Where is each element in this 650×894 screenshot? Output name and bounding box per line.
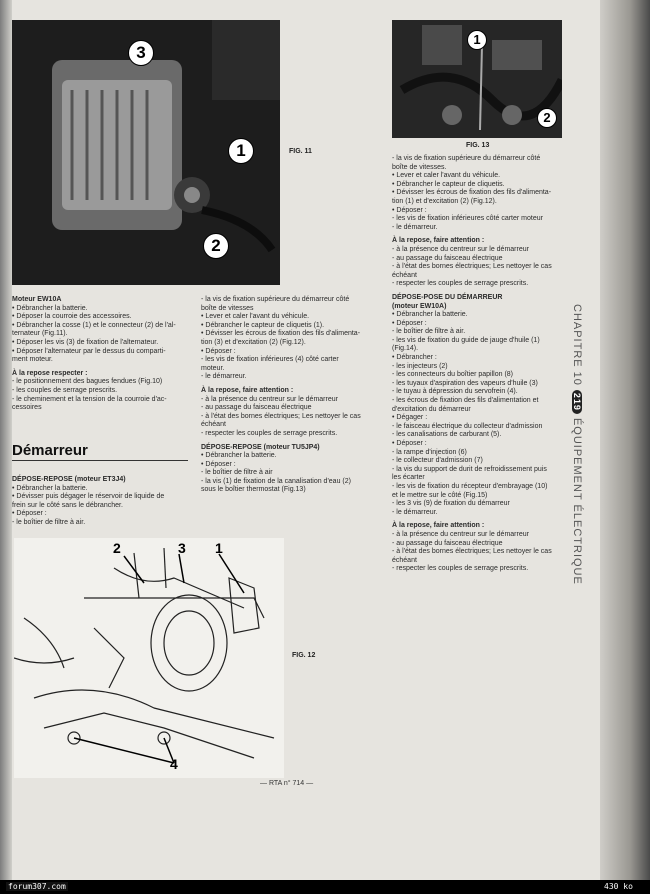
text-line: - à la présence du centreur sur le démarreur — [392, 245, 529, 253]
text-line: Moteur EW10A — [12, 296, 62, 303]
fig12-callout-2: 2 — [113, 540, 121, 556]
text-line: tion (1) et d'excitation (2) (Fig.12). — [392, 197, 497, 205]
text-line: - les canalisations de carburant (5). — [392, 431, 502, 439]
text-line: - les écrous de fixation des fils d'alimentation et — [392, 397, 539, 405]
text-line: - les tuyaux d'aspiration des vapeurs d'huile (3) — [392, 379, 538, 387]
text-line: moteur. — [201, 364, 225, 372]
text-line: (Fig.14). — [392, 345, 419, 353]
text-line: • Déposer les vis (3) de fixation de l'alternateur. — [12, 338, 159, 346]
text-line: tion (3) et d'excitation (2) (Fig.12). — [201, 338, 306, 346]
fig13-caption: FIG. 13 — [466, 142, 490, 149]
text-line: • Débrancher : — [392, 354, 437, 362]
fig12-caption: FIG. 12 — [292, 652, 316, 659]
text-line: - les 3 vis (9) de fixation du démarreur — [392, 500, 510, 508]
text-line: sous le boîtier thermostat (Fig.13) — [201, 486, 306, 494]
text-line: - au passage du faisceau électrique — [392, 254, 503, 262]
text-line: boîte de vitesses — [201, 304, 254, 312]
text-line: • Débrancher la batterie. — [201, 452, 277, 460]
text-line: • Débrancher la cosse (1) et le connecteur (2) de l'al- — [12, 321, 176, 329]
text-line: - respecter les couples de serrage prescrits. — [392, 565, 529, 573]
page-gutter — [0, 0, 12, 880]
fig12-callout-4: 4 — [170, 756, 178, 772]
text-line: • Dévisser puis dégager le réservoir de liquide de — [12, 493, 165, 501]
text-line: - la vis du support de durit de refroidissement puis — [392, 465, 547, 473]
bottom-bar — [0, 880, 650, 894]
fig13-callout-2: 2 — [537, 108, 557, 128]
text-line: les écarter — [392, 474, 425, 482]
text-line: - la vis de fixation supérieure du démarreur côté — [201, 296, 350, 303]
text-line: - à la présence du centreur sur le démarreur — [201, 395, 338, 403]
text-line: - le collecteur d'admission (7) — [392, 457, 483, 465]
fig12-callout-1: 1 — [215, 540, 223, 556]
text-line: - le faisceau électrique du collecteur d'admission — [392, 422, 543, 430]
text-line: - les couples de serrage prescrits. — [12, 386, 118, 394]
text-line: échéant — [392, 271, 417, 279]
text-line: DÉPOSE-REPOSE (moteur ET3J4) — [12, 476, 126, 483]
fig12-drawing — [14, 538, 284, 778]
text-line: - le démarreur. — [392, 508, 438, 516]
text-line: DÉPOSE-POSE DU DÉMARREUR — [392, 293, 503, 301]
text-line: - la vis (1) de fixation de la canalisation d'eau (2) — [201, 477, 351, 485]
text-line: • Dévisser les écrous de fixation des fils d'alimenta- — [201, 330, 361, 338]
text-line: - le démarreur. — [201, 373, 247, 381]
text-line: • Débrancher la batterie. — [12, 304, 88, 312]
text-line: - le cheminement et la tension de la courroie d'ac- — [12, 395, 167, 403]
text-line: - les vis de fixation du guide de jauge d'huile (1) — [392, 336, 540, 344]
col2-text — [201, 296, 383, 495]
fig11-caption: FIG. 11 — [289, 148, 312, 155]
text-line: cessoires — [12, 404, 42, 412]
text-line: boîte de vitesses. — [392, 163, 447, 171]
col3-text — [392, 155, 572, 574]
text-line: • Dévisser les écrous de fixation des fils d'alimenta- — [392, 189, 552, 197]
page-edge-shadow — [600, 0, 650, 880]
text-line: - à l'état des bornes électriques; Les nettoyer le cas — [392, 263, 552, 271]
text-line: • Déposer : — [392, 206, 427, 214]
text-line: • Débrancher la batterie. — [12, 484, 88, 492]
text-line: DÉPOSE-REPOSE (moteur TU5JP4) — [201, 443, 320, 451]
text-line: - le positionnement des bagues fendues (Fig.10) — [12, 378, 163, 386]
text-line: ternateur (Fig.11). — [12, 330, 68, 338]
text-line: • Déposer : — [12, 510, 47, 518]
text-line: À la repose, faire attention : — [392, 237, 485, 245]
text-line: - les connecteurs du boîtier papillon (8) — [392, 371, 514, 379]
watermark-left: forum307.com — [8, 882, 66, 891]
text-line: (moteur EW10A) — [392, 302, 447, 310]
text-line: - le tuyau à dépression du servofrein (4). — [392, 388, 518, 396]
text-line: frein sur le côté sans le débrancher. — [12, 501, 123, 509]
text-line: et le mettre sur le côté (Fig.15) — [392, 491, 488, 499]
text-line: d'excitation du démarreur — [392, 405, 471, 413]
text-line: • Déposer : — [201, 460, 236, 468]
text-line: - respecter les couples de serrage prescrits. — [201, 429, 338, 437]
fig11-callout-1: 1 — [228, 138, 254, 164]
text-line: - à l'état des bornes électriques; Les nettoyer le cas — [201, 412, 361, 420]
text-line: • Déposer : — [392, 319, 427, 327]
section-title: Démarreur — [12, 442, 88, 459]
text-line: • Dégager : — [392, 414, 428, 422]
col1-bottom-text — [12, 476, 194, 528]
page-number-badge: 219 — [572, 390, 582, 414]
text-line: • Déposer : — [201, 347, 236, 355]
chapter-title: ÉQUIPEMENT ÉLECTRIQUE — [571, 417, 583, 585]
text-line: • Déposer la courroie des accessoires. — [12, 313, 132, 321]
text-line: • Lever et caler l'avant du véhicule. — [201, 313, 310, 321]
text-line: - à la présence du centreur sur le démarreur — [392, 530, 529, 538]
chapter-number: CHAPITRE 10 — [571, 304, 583, 386]
text-line: - la rampe d'injection (6) — [392, 448, 467, 456]
fig11-callout-3: 3 — [128, 40, 154, 66]
text-line: - le boîtier de filtre à air — [201, 469, 273, 477]
text-line: - à l'état des bornes électriques; Les nettoyer le cas — [392, 548, 552, 556]
text-line: • Déposer : — [392, 440, 427, 447]
text-line: - respecter les couples de serrage prescrits. — [392, 280, 529, 288]
text-line: échéant — [392, 556, 417, 564]
text-line: - les vis de fixation du récepteur d'embrayage (10) — [392, 482, 548, 490]
fig11-callout-2: 2 — [203, 233, 229, 259]
text-line: - le boîtier de filtre à air. — [392, 328, 466, 336]
text-line: - au passage du faisceau électrique — [392, 539, 503, 547]
text-line: • Débrancher le capteur de cliquetis. — [392, 180, 505, 188]
text-line: ment moteur. — [12, 356, 53, 364]
text-line: • Lever et caler l'avant du véhicule. — [392, 172, 501, 180]
section-title-rule — [12, 460, 188, 461]
text-line: - le démarreur. — [392, 223, 438, 231]
text-line: échéant — [201, 421, 226, 429]
text-line: À la repose respecter : — [12, 369, 88, 377]
text-line: - les injecteurs (2) — [392, 362, 448, 370]
text-line: À la repose, faire attention : — [201, 386, 294, 394]
text-line: À la repose, faire attention : — [392, 522, 485, 530]
text-line: • Débrancher la batterie. — [392, 311, 468, 319]
fig12-callout-3: 3 — [178, 540, 186, 556]
chapter-side-label — [568, 300, 598, 600]
text-line: - le boîtier de filtre à air. — [12, 518, 86, 526]
text-line: - au passage du faisceau électrique — [201, 404, 312, 412]
watermark-right: 430 ko — [604, 882, 633, 891]
text-line: - la vis de fixation supérieure du démarreur côté — [392, 155, 541, 162]
fig13-callout-1: 1 — [467, 30, 487, 50]
text-line: • Débrancher le capteur de cliquetis (1). — [201, 321, 325, 329]
col1-top-text — [12, 296, 194, 413]
text-line: • Déposer l'alternateur par le dessus du comparti- — [12, 347, 166, 355]
page-footer: — RTA n° 714 — — [260, 780, 314, 787]
text-line: - les vis de fixation inférieures (4) côté carter — [201, 356, 339, 364]
text-line: - les vis de fixation inférieures côté carter moteur — [392, 215, 543, 223]
